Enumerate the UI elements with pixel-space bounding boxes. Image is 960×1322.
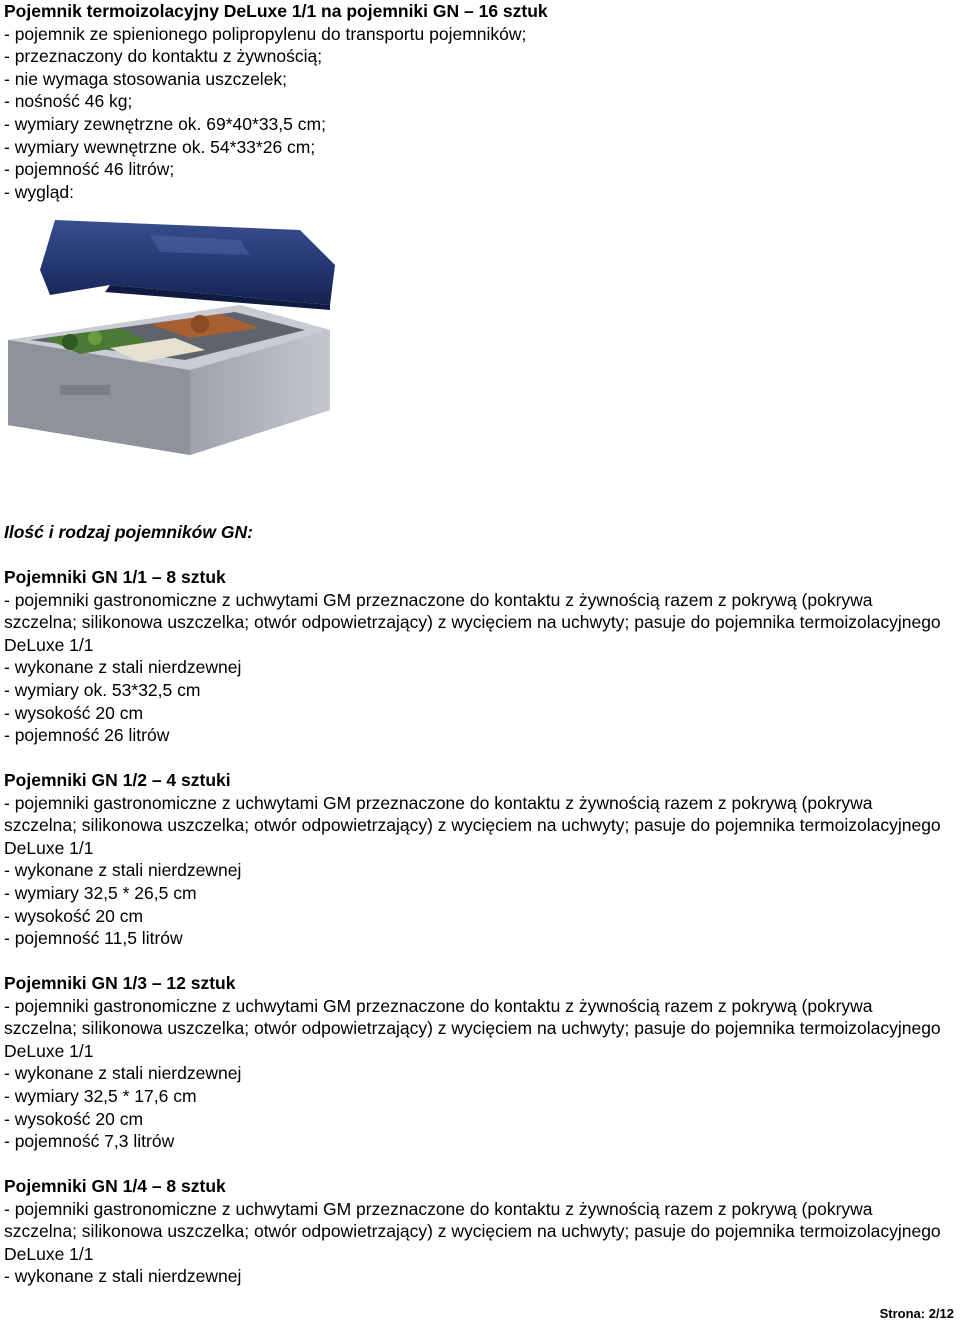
header-line: - wygląd: [4, 181, 75, 202]
header-block [4, 0, 954, 203]
header-line: - nie wymaga stosowania uszczelek; [4, 68, 288, 89]
item-line: - wykonane z stali nierdzewnej [4, 860, 242, 881]
item-line: - wykonane z stali nierdzewnej [4, 1266, 242, 1287]
header-line: - nośność 46 kg; [4, 91, 133, 112]
item-title: Pojemniki GN 1/1 – 8 sztuk [4, 567, 226, 587]
item-description: - pojemniki gastronomiczne z uchwytami GM przeznaczone do kontaktu z żywnością razem z pokrywą (pokrywa szczelna; silikonowa uszczelka; otwór odpowietrzający) z wycięciem na uchwyty; pasuje do pojemnika termoizolacyjnego DeLuxe 1/1 [4, 792, 941, 858]
item-line: - pojemność 7,3 litrów [4, 1131, 175, 1152]
item-title: Pojemniki GN 1/4 – 8 sztuk [4, 1176, 226, 1196]
item-line: - wysokość 20 cm [4, 905, 144, 926]
item-line: - pojemność 26 litrów [4, 725, 170, 746]
header-line: - przeznaczony do kontaktu z żywnością; [4, 46, 323, 67]
item-description: - pojemniki gastronomiczne z uchwytami GM przeznaczone do kontaktu z żywnością razem z pokrywą (pokrywa szczelna; silikonowa uszczelka; otwór odpowietrzający) z wycięciem na uchwyty; pasuje do pojemnika termoizolacyjnego DeLuxe 1/1 [4, 995, 941, 1061]
item-title: Pojemniki GN 1/2 – 4 sztuki [4, 770, 231, 790]
item-line: - wymiary ok. 53*32,5 cm [4, 679, 201, 700]
item-line: - pojemność 11,5 litrów [4, 928, 183, 949]
document-title: Pojemnik termoizolacyjny DeLuxe 1/1 na pojemniki GN – 16 sztuk [4, 1, 548, 21]
header-line: - wymiary wewnętrzne ok. 54*33*26 cm; [4, 136, 316, 157]
item-description: - pojemniki gastronomiczne z uchwytami GM przeznaczone do kontaktu z żywnością razem z pokrywą (pokrywa szczelna; silikonowa uszczelka; otwór odpowietrzający) z wycięciem na uchwyty; pasuje do pojemnika termoizolacyjnego DeLuxe 1/1 [4, 589, 941, 655]
item-block [4, 566, 954, 747]
item-block [4, 972, 954, 1153]
item-line: - wymiary 32,5 * 17,6 cm [4, 1085, 197, 1106]
item-line: - wymiary 32,5 * 26,5 cm [4, 882, 197, 903]
item-block [4, 1175, 954, 1288]
item-line: - wysokość 20 cm [4, 1108, 144, 1129]
product-image [0, 210, 345, 460]
item-line: - wykonane z stali nierdzewnej [4, 1063, 242, 1084]
item-description: - pojemniki gastronomiczne z uchwytami GM przeznaczone do kontaktu z żywnością razem z pokrywą (pokrywa szczelna; silikonowa uszczelka; otwór odpowietrzający) z wycięciem na uchwyty; pasuje do pojemnika termoizolacyjnego DeLuxe 1/1 [4, 1198, 941, 1264]
header-line: - pojemnik ze spienionego polipropylenu do transportu pojemników; [4, 23, 527, 44]
section-heading: Ilość i rodzaj pojemników GN: [4, 522, 253, 542]
item-title: Pojemniki GN 1/3 – 12 sztuk [4, 973, 236, 993]
item-block [4, 769, 954, 950]
item-line: - wykonane z stali nierdzewnej [4, 657, 242, 678]
header-line: - wymiary zewnętrzne ok. 69*40*33,5 cm; [4, 113, 326, 134]
page-number: Strona: 2/12 [879, 1306, 954, 1321]
header-line: - pojemność 46 litrów; [4, 159, 175, 180]
item-line: - wysokość 20 cm [4, 702, 144, 723]
